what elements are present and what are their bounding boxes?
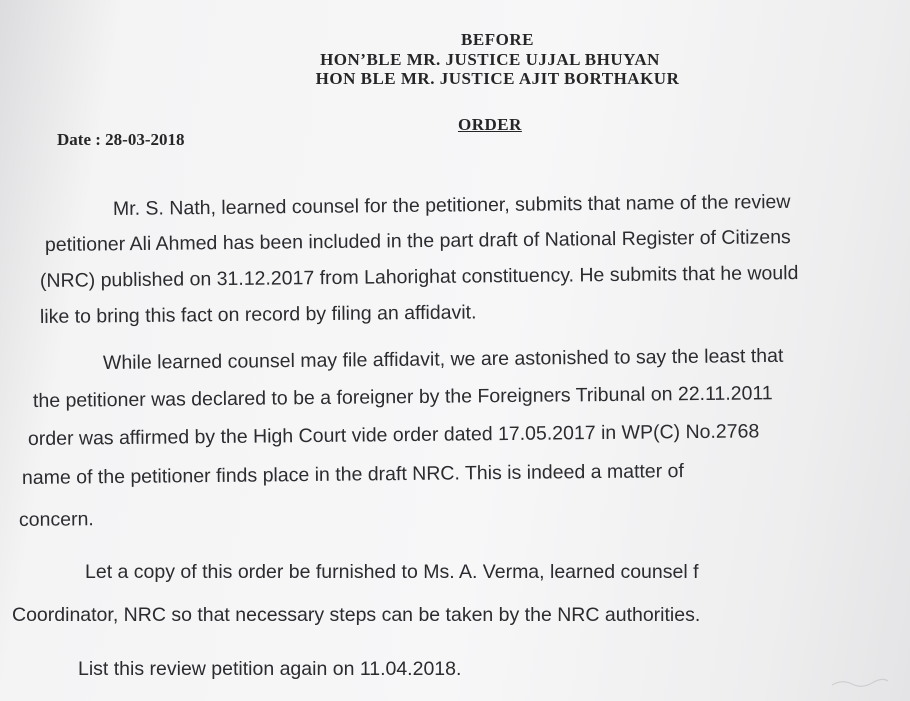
order-date: [57, 130, 184, 150]
paragraph-1-line-3: (NRC) published on 31.12.2017 from Lahorighat constituency. He submits that he would: [39, 262, 799, 292]
paragraph-2-line-5: concern.: [18, 508, 94, 531]
heading-judge-2: HON BLE MR. JUSTICE AJIT BORTHAKUR: [315, 69, 680, 88]
paragraph-1-line-4: like to bring this fact on record by filing an affidavit.: [39, 301, 477, 328]
paragraph-1-line-1: Mr. S. Nath, learned counsel for the petitioner, submits that name of the review: [112, 190, 791, 220]
order-title: ORDER: [458, 115, 522, 134]
date-label: Date :: [57, 130, 101, 149]
paragraph-2-line-2: the petitioner was declared to be a foreigner by the Foreigners Tribunal on 22.11.2011: [32, 382, 773, 412]
heading-before: BEFORE: [461, 30, 534, 49]
paragraph-1-line-2: petitioner Ali Ahmed has been included in the part draft of National Register of Citizens: [44, 226, 791, 256]
paragraph-4-line-1: List this review petition again on 11.04.2018.: [78, 658, 462, 680]
paragraph-2-line-3: order was affirmed by the High Court vide order dated 17.05.2017 in WP(C) No.2768: [27, 420, 760, 450]
paragraph-2-line-1: While learned counsel may file affidavit, we are astonished to say the least that: [102, 344, 784, 374]
faint-scan-mark: [830, 675, 890, 689]
heading-judge-1: HON’BLE MR. JUSTICE UJJAL BHUYAN: [320, 50, 660, 69]
paragraph-2-line-4: name of the petitioner finds place in the draft NRC. This is indeed a matter of: [21, 460, 684, 489]
paragraph-3-line-1: Let a copy of this order be furnished to Ms. A. Verma, learned counsel f: [85, 561, 699, 583]
date-value: 28-03-2018: [105, 130, 185, 149]
paragraph-3-line-2: Coordinator, NRC so that necessary steps can be taken by the NRC authorities.: [12, 604, 701, 626]
